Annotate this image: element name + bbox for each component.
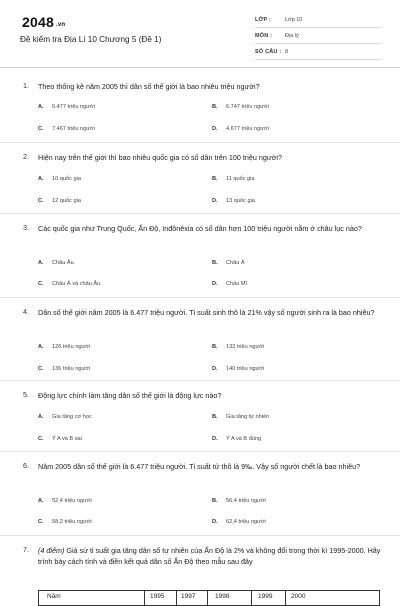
logo-tld: .vn — [55, 22, 66, 28]
option-text: Châu Âu — [52, 260, 74, 266]
option-a[interactable] — [38, 498, 92, 504]
option-text: 6.477 triệu người — [52, 104, 95, 110]
question-number: 6. — [23, 461, 29, 470]
option-letter: C. — [38, 436, 44, 442]
option-letter: A. — [38, 498, 44, 504]
question-text: Dân số thế giới năm 2005 là 6.477 triệu người. Tỉ suất sinh thô là 21% vậy số người sinh ra là bao nhiêu? — [38, 308, 375, 317]
option-letter: D. — [212, 126, 218, 132]
option-a[interactable] — [38, 414, 92, 420]
option-a[interactable] — [38, 176, 81, 182]
header-divider — [0, 67, 400, 68]
table-header-cell: 2000 — [291, 593, 306, 600]
option-text: Châu Á và châu Âu — [52, 281, 101, 287]
table-header-cell: 1995 — [150, 593, 165, 600]
population-table — [38, 590, 380, 606]
site-logo[interactable] — [22, 14, 65, 30]
option-d[interactable] — [212, 366, 264, 372]
option-b[interactable] — [212, 344, 264, 350]
question-number: 3. — [23, 223, 29, 232]
table-divider — [176, 591, 177, 605]
option-letter: A. — [38, 176, 44, 182]
question-number: 2. — [23, 152, 29, 161]
question-text: Động lực chính làm tăng dân số thế giới là động lực nào? — [38, 391, 222, 400]
option-text: 6.747 triệu người — [226, 104, 269, 110]
question-divider — [0, 142, 400, 143]
table-divider — [251, 591, 252, 605]
meta-label: LỚP : — [255, 17, 271, 23]
table-divider — [207, 591, 208, 605]
option-text: 11 quốc gia — [226, 176, 255, 182]
option-letter: C. — [38, 519, 44, 525]
option-text: 12 quốc gia — [52, 198, 81, 204]
exam-header — [0, 0, 400, 66]
exam-meta — [255, 14, 381, 62]
question-body: Giả sử tỉ suất gia tăng dân số tự nhiên của Ấn Độ là 2% và không đổi trong thời kì 1995-2000. Hãy trình bày cách tính và điền kết quả dân số Ấn Độ theo mẫu sau đây — [38, 546, 381, 566]
meta-value: Lớp 10 — [285, 17, 303, 23]
question-divider — [0, 535, 400, 536]
question-divider — [0, 380, 400, 381]
option-letter: C. — [38, 281, 44, 287]
option-text: 58,2 triệu người — [52, 519, 92, 525]
table-divider — [285, 591, 286, 605]
option-letter: B. — [212, 498, 218, 504]
option-letter: A. — [38, 260, 44, 266]
option-letter: B. — [212, 176, 218, 182]
option-d[interactable] — [212, 198, 255, 204]
question-text: Hiện nay trên thế giới thì bao nhiêu quốc gia có số dân trên 100 triệu người? — [38, 153, 282, 162]
option-d[interactable] — [212, 519, 266, 525]
option-letter: A. — [38, 104, 44, 110]
question-divider — [0, 451, 400, 452]
meta-row-subject — [255, 30, 381, 44]
option-text: 56,4 triệu người — [226, 498, 266, 504]
option-text: 140 triệu người — [226, 366, 265, 372]
question-divider — [0, 297, 400, 298]
option-letter: C. — [38, 126, 44, 132]
option-d[interactable] — [212, 436, 261, 442]
option-b[interactable] — [212, 260, 245, 266]
option-a[interactable] — [38, 260, 74, 266]
option-text: Gia tăng tự nhiên — [226, 414, 270, 420]
option-text: Châu Mĩ — [226, 281, 248, 287]
question-points: (4 điểm) — [38, 546, 65, 555]
table-divider — [144, 591, 145, 605]
option-c[interactable] — [38, 198, 81, 204]
option-letter: D. — [212, 519, 218, 525]
question-text: Các quốc gia như Trung Quốc, Ấn Độ, Inđônêxia có số dân hơn 100 triệu người nằm ở châu lục nào? — [38, 224, 362, 233]
question-text — [38, 545, 383, 567]
option-letter: B. — [212, 344, 218, 350]
option-text: 10 quốc gia — [52, 176, 81, 182]
option-text: Ý A và B đúng — [226, 436, 262, 442]
option-text: 132 triệu người — [226, 344, 265, 350]
option-text: 136 triệu người — [52, 366, 91, 372]
option-letter: D. — [212, 366, 218, 372]
option-text: Ý A và B sai — [52, 436, 82, 442]
question-number: 5. — [23, 390, 29, 399]
question-number: 7. — [23, 545, 29, 554]
option-letter: B. — [212, 104, 218, 110]
meta-row-count — [255, 46, 381, 60]
option-letter: A. — [38, 344, 44, 350]
option-d[interactable] — [212, 126, 269, 132]
option-letter: B. — [212, 414, 218, 420]
option-b[interactable] — [212, 498, 266, 504]
option-b[interactable] — [212, 104, 269, 110]
table-header-cell: 1997 — [181, 593, 196, 600]
option-c[interactable] — [38, 281, 100, 287]
option-text: 62,4 triệu người — [226, 519, 266, 525]
question-text: Năm 2005 dân số thế giới là 6.477 triệu người. Tỉ suất tử thô là 9‰. Vậy số người chết là bao nhiêu? — [38, 462, 361, 471]
option-letter: D. — [212, 436, 218, 442]
option-letter: A. — [38, 414, 44, 420]
exam-title: Đề kiểm tra Địa Lí 10 Chương 5 (Đề 1) — [20, 35, 162, 44]
question-divider — [0, 213, 400, 214]
option-text: 126 triệu người — [52, 344, 91, 350]
option-c[interactable] — [38, 126, 95, 132]
option-d[interactable] — [212, 281, 247, 287]
table-header-cell: 1998 — [215, 593, 230, 600]
option-b[interactable] — [212, 414, 269, 420]
option-letter: D. — [212, 281, 218, 287]
option-a[interactable] — [38, 104, 95, 110]
option-text: 7.467 triệu người — [52, 126, 95, 132]
meta-label: SỐ CÂU : — [255, 49, 282, 55]
option-text: 52,4 triệu người — [52, 498, 92, 504]
question-number: 1. — [23, 81, 29, 90]
option-text: 13 quốc gia — [226, 198, 255, 204]
option-letter: D. — [212, 198, 218, 204]
meta-value: 8 — [285, 49, 289, 55]
option-c[interactable] — [38, 519, 92, 525]
option-text: 4.677 triệu người — [226, 126, 269, 132]
meta-row-class — [255, 14, 381, 28]
question-text: Theo thống kê năm 2005 thì dân số thế giới là bao nhiêu triệu người? — [38, 82, 260, 91]
logo-text: 2048 — [22, 14, 54, 30]
option-text: Gia tăng cơ học — [52, 414, 92, 420]
option-letter: C. — [38, 366, 44, 372]
table-header-cell: 1999 — [258, 593, 273, 600]
option-c[interactable] — [38, 436, 82, 442]
option-a[interactable] — [38, 344, 90, 350]
option-letter: C. — [38, 198, 44, 204]
table-header-cell: Năm — [47, 593, 61, 600]
option-c[interactable] — [38, 366, 90, 372]
question-number: 4. — [23, 307, 29, 316]
option-letter: B. — [212, 260, 218, 266]
meta-value: Địa lý — [285, 33, 299, 39]
meta-label: MÔN : — [255, 33, 273, 39]
option-b[interactable] — [212, 176, 255, 182]
option-text: Châu Á — [226, 260, 245, 266]
